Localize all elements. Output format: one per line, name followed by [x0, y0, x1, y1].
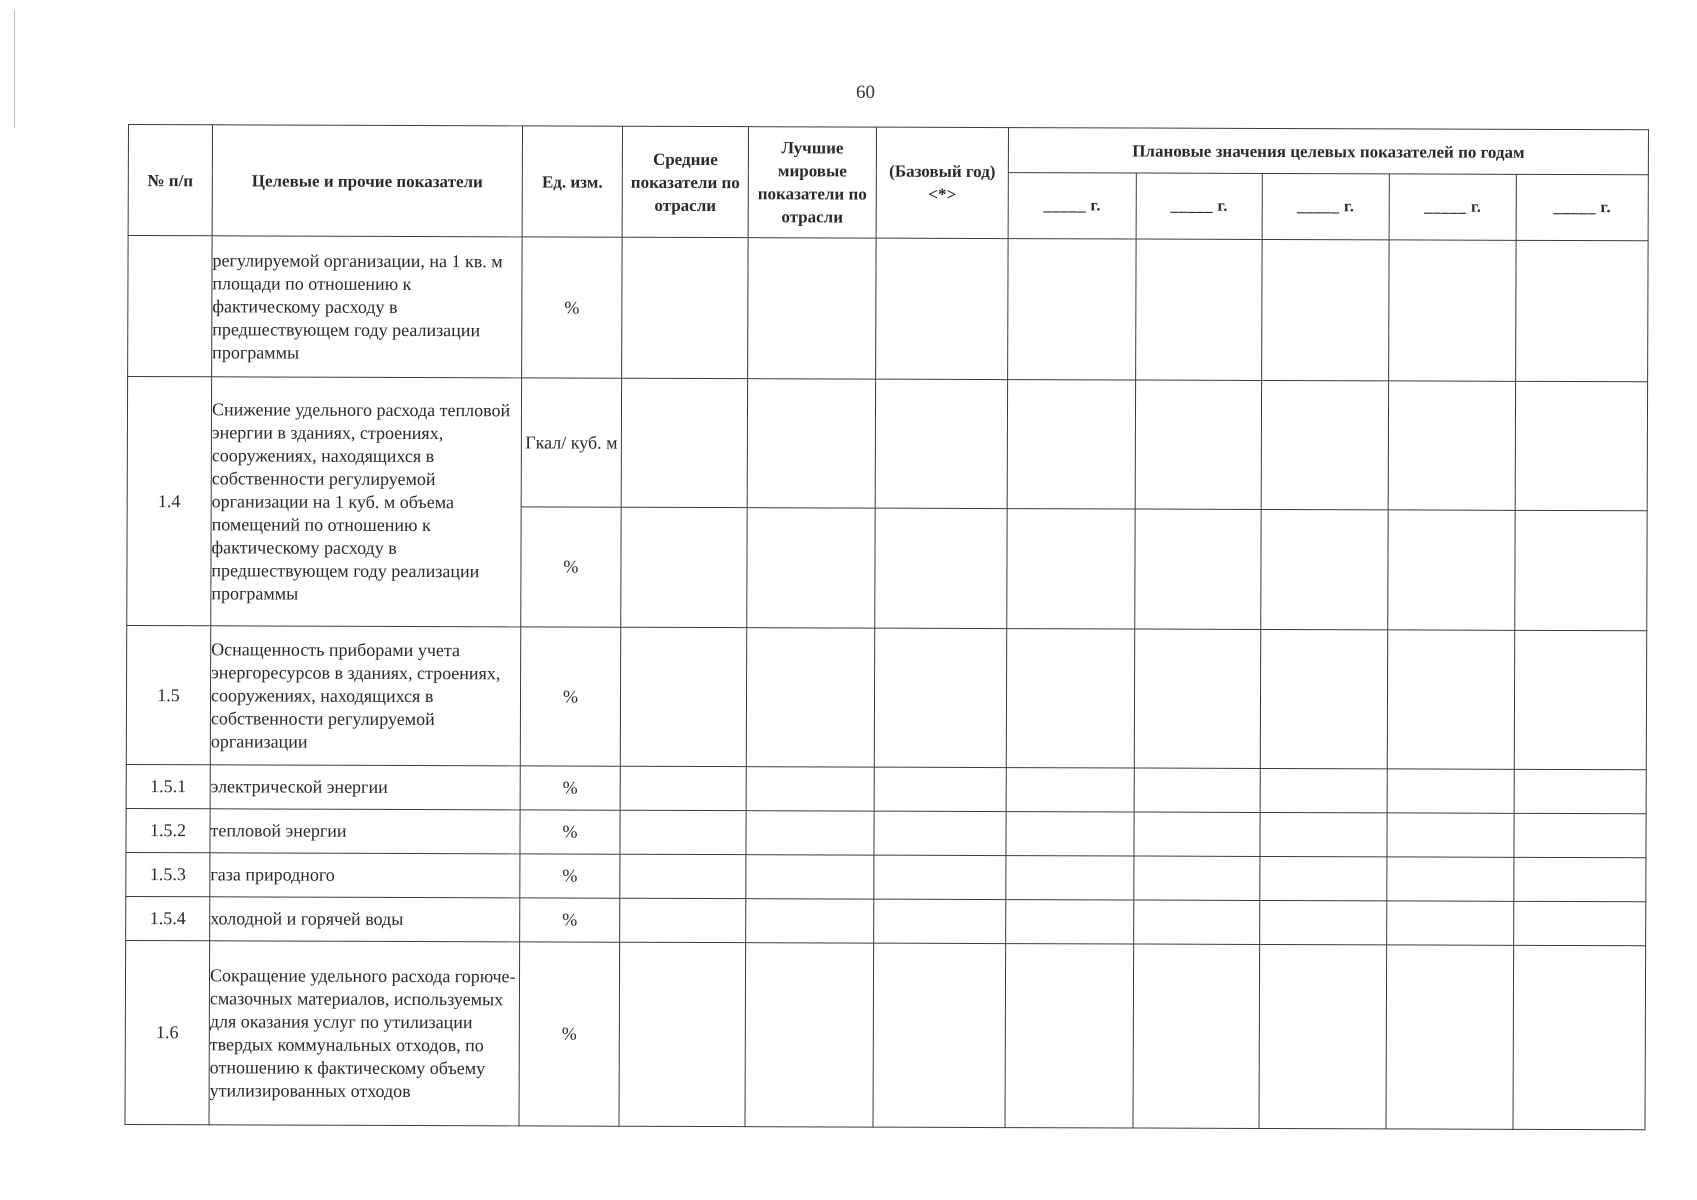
- empty-cell: [1389, 240, 1516, 381]
- empty-cell: [1260, 856, 1387, 900]
- empty-cell: [1514, 857, 1646, 901]
- row-num: 1.5.4: [126, 896, 210, 940]
- empty-cell: [1514, 813, 1646, 857]
- empty-cell: [1006, 629, 1134, 768]
- row-unit: %: [520, 766, 620, 810]
- empty-cell: [874, 628, 1006, 767]
- header-num: № п/п: [128, 125, 212, 236]
- header-best-world: Лучшие мировые показатели по отрасли: [748, 127, 876, 238]
- row-unit: %: [521, 507, 621, 627]
- row-num: 1.5.2: [126, 808, 210, 852]
- empty-cell: [1135, 509, 1261, 629]
- empty-cell: [1513, 945, 1646, 1129]
- table-row: [126, 625, 1647, 769]
- row-unit: %: [520, 810, 620, 854]
- table-row: [126, 896, 1646, 945]
- empty-cell: [1260, 768, 1387, 812]
- empty-cell: [619, 942, 746, 1126]
- empty-cell: [1134, 768, 1260, 812]
- empty-cell: [1386, 945, 1514, 1129]
- row-unit: %: [519, 942, 620, 1126]
- empty-cell: [1007, 509, 1135, 629]
- row-unit: Гкал/ куб. м: [521, 378, 621, 507]
- empty-cell: [620, 627, 746, 766]
- header-unit: Ед. изм.: [522, 126, 622, 237]
- empty-cell: [1260, 812, 1387, 856]
- table-row: [126, 764, 1646, 813]
- row-indicator-name: электрической энергии: [210, 765, 520, 810]
- empty-cell: [1006, 768, 1134, 812]
- row-unit: %: [520, 854, 620, 898]
- empty-cell: [620, 766, 746, 810]
- empty-cell: [746, 855, 874, 899]
- page-number: 60: [856, 82, 875, 103]
- row-num: 1.6: [125, 940, 210, 1124]
- empty-cell: [874, 767, 1006, 811]
- empty-cell: [1387, 769, 1514, 813]
- row-indicator-name: тепловой энергии: [210, 809, 520, 854]
- empty-cell: [746, 899, 874, 943]
- empty-cell: [874, 855, 1006, 899]
- empty-cell: [747, 379, 875, 508]
- empty-cell: [1008, 239, 1136, 380]
- empty-cell: [1514, 769, 1646, 813]
- empty-cell: [1006, 812, 1134, 856]
- empty-cell: [747, 508, 875, 628]
- scan-edge-line: [14, 10, 15, 128]
- empty-cell: [1514, 901, 1646, 945]
- empty-cell: [1515, 510, 1647, 630]
- empty-cell: [1005, 944, 1134, 1128]
- table-row: [126, 808, 1646, 857]
- empty-cell: [620, 854, 746, 898]
- row-num: [128, 236, 212, 377]
- row-unit: %: [520, 627, 620, 766]
- empty-cell: [1006, 900, 1134, 944]
- empty-cell: [746, 767, 874, 811]
- empty-cell: [1387, 901, 1514, 945]
- header-year-5: _____ г.: [1516, 174, 1648, 240]
- table-row: [126, 852, 1646, 901]
- row-indicator-name: регулируемой организации, на 1 кв. м площади по отношению к фактическому расходу в предшествующем году реализации программы: [212, 236, 522, 378]
- empty-cell: [1260, 900, 1387, 944]
- empty-cell: [1514, 630, 1647, 769]
- row-indicator-name: Сокращение удельного расхода горюче-смазочных материалов, используемых для оказания услуг по утилизации твердых коммунальных отходов, по отношению к фактическому объему утилизированных отходов: [209, 941, 520, 1126]
- empty-cell: [1515, 381, 1647, 510]
- row-num: 1.5.1: [126, 764, 210, 808]
- row-indicator-name: Оснащенность приборами учета энергоресурсов в зданиях, строениях, сооружениях, находящихся в собственности регулируемой организации: [210, 626, 520, 766]
- table-row: [128, 236, 1649, 382]
- row-num: 1.5: [126, 625, 210, 764]
- table-row: [127, 377, 1647, 511]
- empty-cell: [1261, 380, 1388, 509]
- empty-cell: [1259, 944, 1387, 1128]
- empty-cell: [620, 898, 746, 942]
- empty-cell: [1387, 857, 1514, 901]
- empty-cell: [1260, 629, 1387, 768]
- empty-cell: [1134, 856, 1260, 900]
- empty-cell: [745, 943, 874, 1127]
- empty-cell: [1135, 380, 1261, 509]
- empty-cell: [1134, 900, 1260, 944]
- header-indicator: Целевые и прочие показатели: [212, 125, 522, 237]
- empty-cell: [746, 628, 874, 767]
- empty-cell: [746, 811, 874, 855]
- target-indicators-table: [125, 124, 1650, 1130]
- empty-cell: [1387, 813, 1514, 857]
- row-num: 1.5.3: [126, 852, 210, 896]
- empty-cell: [1006, 856, 1134, 900]
- empty-cell: [876, 238, 1008, 379]
- header-year-4: _____ г.: [1389, 174, 1516, 240]
- empty-cell: [1136, 239, 1262, 380]
- header-avg-industry: Средние показатели по отрасли: [622, 126, 748, 237]
- empty-cell: [875, 508, 1007, 628]
- empty-cell: [1261, 509, 1388, 629]
- row-num: 1.4: [127, 377, 212, 626]
- empty-cell: [622, 237, 748, 378]
- header-base-year: (Базовый год) <*>: [876, 127, 1008, 238]
- empty-cell: [1262, 239, 1389, 380]
- row-indicator-name: газа природного: [210, 853, 520, 898]
- empty-cell: [875, 379, 1007, 508]
- empty-cell: [874, 899, 1006, 943]
- empty-cell: [621, 507, 747, 627]
- empty-cell: [620, 810, 746, 854]
- header-year-3: _____ г.: [1262, 173, 1389, 239]
- table-row: [125, 940, 1646, 1129]
- empty-cell: [1134, 629, 1260, 768]
- header-planned-values: Плановые значения целевых показателей по годам: [1008, 128, 1648, 175]
- empty-cell: [1134, 812, 1260, 856]
- empty-cell: [621, 378, 747, 507]
- row-indicator-name: Снижение удельного расхода тепловой энергии в зданиях, строениях, сооружениях, находящихся в собственности регулируемой организации на 1 куб. м объема помещений по отношению к фактическому расходу в предшествующем году реализации программы: [211, 377, 522, 627]
- row-indicator-name: холодной и горячей воды: [210, 897, 520, 942]
- header-year-1: _____ г.: [1008, 173, 1136, 239]
- empty-cell: [874, 811, 1006, 855]
- empty-cell: [1388, 381, 1515, 510]
- empty-cell: [873, 943, 1006, 1127]
- row-unit: %: [522, 237, 622, 378]
- header-year-2: _____ г.: [1136, 173, 1262, 239]
- empty-cell: [1387, 630, 1514, 769]
- empty-cell: [1007, 380, 1135, 509]
- empty-cell: [1388, 510, 1515, 630]
- empty-cell: [748, 238, 876, 379]
- empty-cell: [1516, 240, 1649, 381]
- empty-cell: [1133, 944, 1260, 1128]
- row-unit: %: [520, 898, 620, 942]
